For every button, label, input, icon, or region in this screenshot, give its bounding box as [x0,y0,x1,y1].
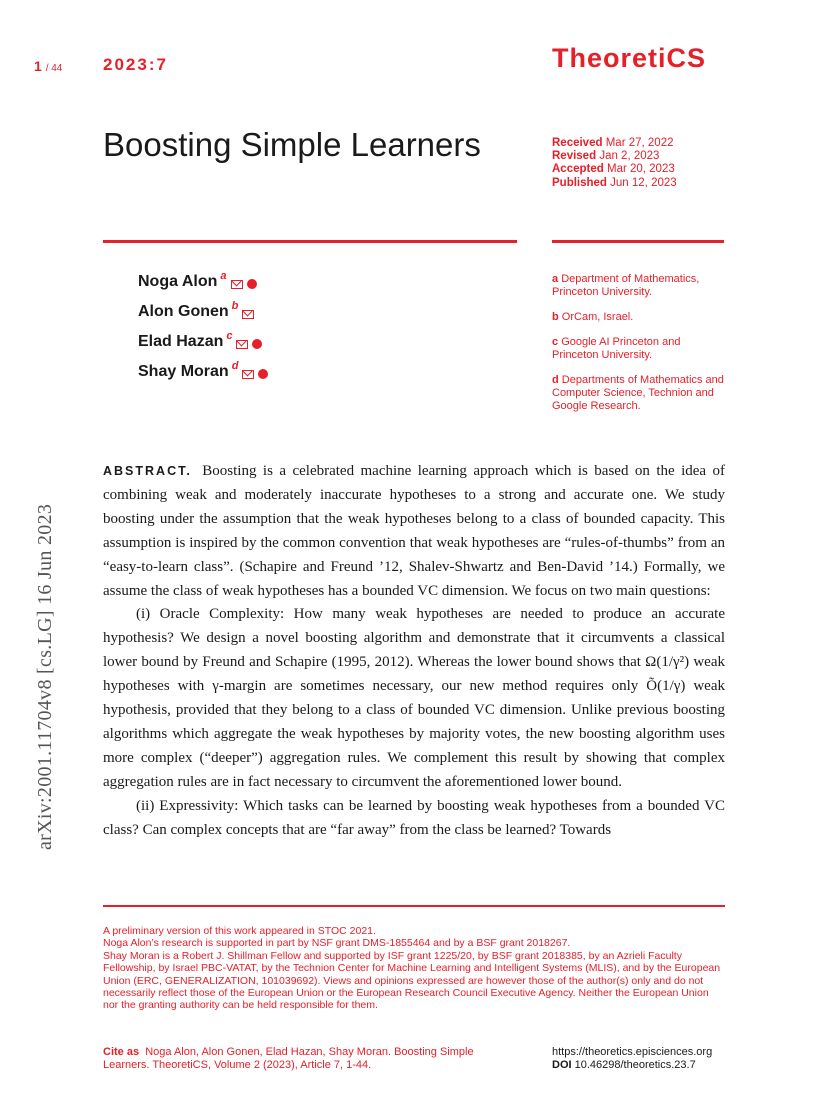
journal-url[interactable]: https://theoretics.episciences.org [552,1046,713,1058]
paper-title: Boosting Simple Learners [103,126,481,163]
affiliation-list [552,273,727,425]
page-total: / 44 [45,63,63,74]
affiliation-mark: b [231,300,239,312]
footnote: Noga Alon’s research is supported in part by NSF grant DMS-1855464 and by a BSF grant 2018267. [103,937,571,950]
author-name[interactable]: Noga Alon [138,273,218,290]
affiliation-item: b OrCam, Israel. [552,311,634,323]
email-icon[interactable] [242,370,254,379]
page-current: 1 [34,58,42,74]
revised-date: Revised Jan 2, 2023 [552,150,660,163]
abstract [103,460,725,843]
footnote: Shay Moran is a Robert J. Shillman Fellow and supported by ISF grant 1225/20, by BSF grant 2018385, by an Azrieli Faculty Fellowship, by Israel PBC-VATAT, by the Technion Center for Machine Learning and Intelligent Systems (MLIS), and by the European Union (ERC, GENERALIZATION, 101039692). Views and opinions expressed are however those of the author(s) only and do not necessarily reflect those of the European Union or the European Research Council Executive Agency. Neither the European Union nor the granting authority can be held responsible for them. [103,949,721,1012]
email-icon[interactable] [236,340,248,349]
author-item [138,360,268,393]
affiliation-item: c Google AI Princeton and Princeton University. [552,336,681,361]
footnotes [103,925,725,1012]
author-name[interactable]: Elad Hazan [138,333,224,350]
issue-number: 2023:7 [103,55,168,74]
author-name[interactable]: Alon Gonen [138,303,229,320]
author-item [138,270,268,303]
affiliation-mark: a [220,270,227,282]
footnote-divider [103,905,725,907]
affiliation-mark: c [226,330,233,342]
orcid-icon[interactable] [247,279,257,289]
divider [103,240,517,243]
arxiv-identifier: arXiv:2001.11704v8 [cs.LG] 16 Jun 2023 [34,503,56,850]
published-date: Published Jun 12, 2023 [552,176,677,189]
abstract-paragraph: (i) Oracle Complexity: How many weak hypotheses are needed to produce an accurate hypothesis? We design a novel boosting algorithm and demonstrate that it circumvents a classical lower bound by Freund and Schapire (1995, 2012). Whereas the lower bound shows that Ω(1/γ²) weak hypotheses with γ-margin are sometimes necessary, our new method requires only Õ(1/γ) weak hypothesis, provided that they belong to a class of bounded VC dimension. Unlike previous boosting algorithms which aggregate the weak hypotheses by majority votes, the new boosting algorithm uses more complex (“deeper”) aggregation rules. We complement this result by showing that complex aggregation rules are in fact necessary to circumvent the aforementioned lower bound. [103,606,725,790]
divider [552,240,724,243]
page-number [34,58,62,74]
cite-label: Cite as [103,1046,140,1058]
orcid-icon[interactable] [252,339,262,349]
abstract-label: ABSTRACT. [103,464,192,478]
abstract-paragraph: (ii) Expressivity: Which tasks can be learned by boosting weak hypotheses from a bounded VC class? Can complex concepts that are “far away” from the class be learned? Towards [103,797,725,838]
affiliation-mark: d [231,360,239,372]
journal-logo[interactable]: TheoretiCS [552,43,707,73]
received-date: Received Mar 27, 2022 [552,137,674,149]
citation [103,1046,503,1072]
email-icon[interactable] [242,310,254,319]
accepted-date: Accepted Mar 20, 2023 [552,163,675,176]
footnote: A preliminary version of this work appeared in STOC 2021. [103,925,376,937]
journal-links [552,1046,732,1072]
author-list [138,270,268,393]
doi-line: DOI 10.46298/theoretics.23.7 [552,1059,696,1071]
author-item [138,330,268,363]
abstract-paragraph: ABSTRACT. Boosting is a celebrated machine learning approach which is based on the idea of combining weak and moderately inaccurate hypotheses to a strong and accurate one. We study boosting under the assumption that the weak hypotheses belong to a class of bounded capacity. This assumption is inspired by the common convention that weak hypotheses are “rules-of-thumbs” from an “easy-to-learn class”. (Schapire and Freund ’12, Shalev-Shwartz and Ben-David ’14.) Formally, we assume the class of weak hypotheses has a bounded VC dimension. We focus on two main questions: [103,463,726,599]
author-item [138,300,268,333]
email-icon[interactable] [231,280,243,289]
publication-dates [552,137,677,190]
affiliation-item: d Departments of Mathematics and Computer Science, Technion and Google Research. [552,374,724,412]
author-name[interactable]: Shay Moran [138,363,229,380]
cite-text: Noga Alon, Alon Gonen, Elad Hazan, Shay Moran. Boosting Simple Learners. TheoretiCS, Volume 2 (2023), Article 7, 1-44. [103,1046,474,1071]
doi-link[interactable]: 10.46298/theoretics.23.7 [574,1059,696,1071]
affiliation-item: a Department of Mathematics, Princeton University. [552,273,700,298]
orcid-icon[interactable] [258,369,268,379]
